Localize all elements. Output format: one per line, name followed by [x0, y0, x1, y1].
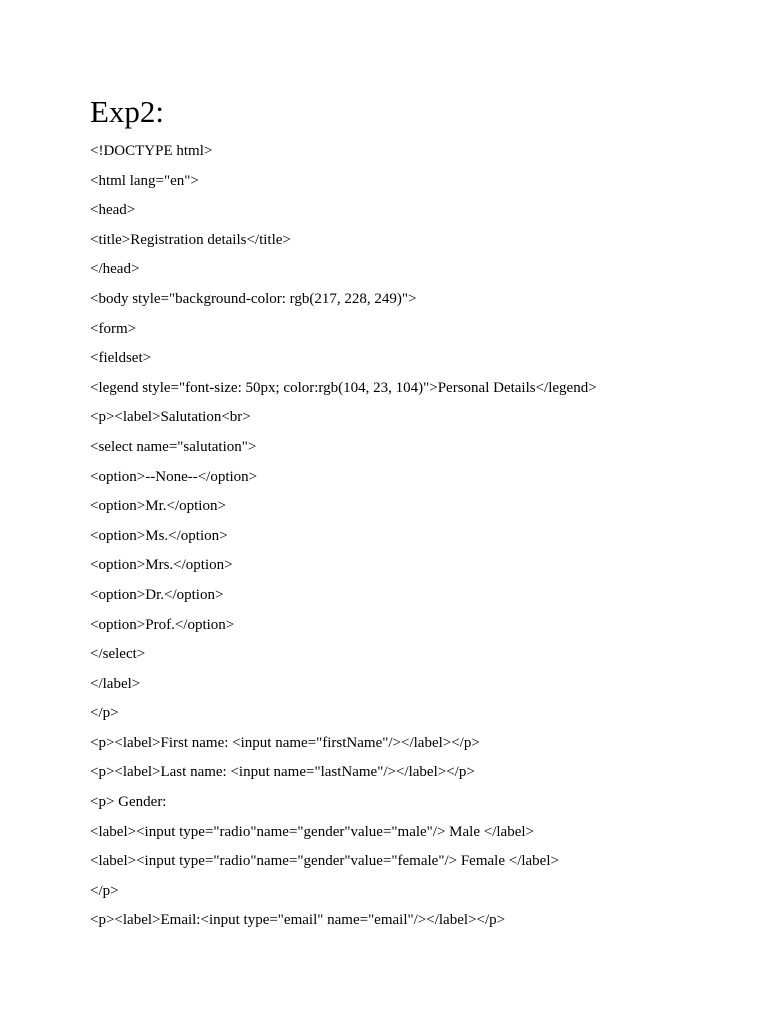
code-line: <option>Prof.</option> [90, 616, 235, 633]
code-line: <p><label>Email:<input type="email" name="email"/></label></p> [90, 912, 506, 929]
code-line: <p><label>First name: <input name="firstName"/></label></p> [90, 734, 480, 751]
code-line: </select> [90, 646, 146, 663]
code-line: <option>Dr.</option> [90, 586, 224, 603]
code-line: <!DOCTYPE html> [90, 143, 213, 159]
code-line: <legend style="font-size: 50px; color:rgb(104, 23, 104)">Personal Details</legend> [90, 379, 597, 396]
code-line: <select name="salutation"> [90, 438, 257, 455]
code-listing [90, 139, 750, 938]
code-line: <p><label>Last name: <input name="lastName"/></label></p> [90, 764, 475, 781]
code-line: <p> Gender: [90, 794, 167, 811]
code-line: </label> [90, 675, 141, 692]
code-line: <head> [90, 202, 136, 219]
code-line: <option>Mrs.</option> [90, 557, 233, 574]
code-line: </head> [90, 261, 140, 278]
code-line: <form> [90, 320, 137, 337]
code-line: <p><label>Salutation<br> [90, 409, 251, 426]
code-line: <option>Ms.</option> [90, 527, 228, 544]
code-line: <option>Mr.</option> [90, 498, 226, 515]
code-line: <option>--None--</option> [90, 468, 258, 485]
code-line: </p> [90, 882, 119, 899]
code-line: <label><input type="radio"name="gender"value="female"/> Female </label> [90, 853, 559, 870]
code-line: <label><input type="radio"name="gender"value="male"/> Male </label> [90, 823, 534, 840]
code-line: <fieldset> [90, 350, 152, 367]
page-heading: Exp2: [90, 94, 165, 129]
code-line: </p> [90, 705, 119, 722]
code-line: <html lang="en"> [90, 172, 199, 189]
code-line: <body style="background-color: rgb(217, 228, 249)"> [90, 290, 417, 307]
code-line: <title>Registration details</title> [90, 231, 291, 248]
